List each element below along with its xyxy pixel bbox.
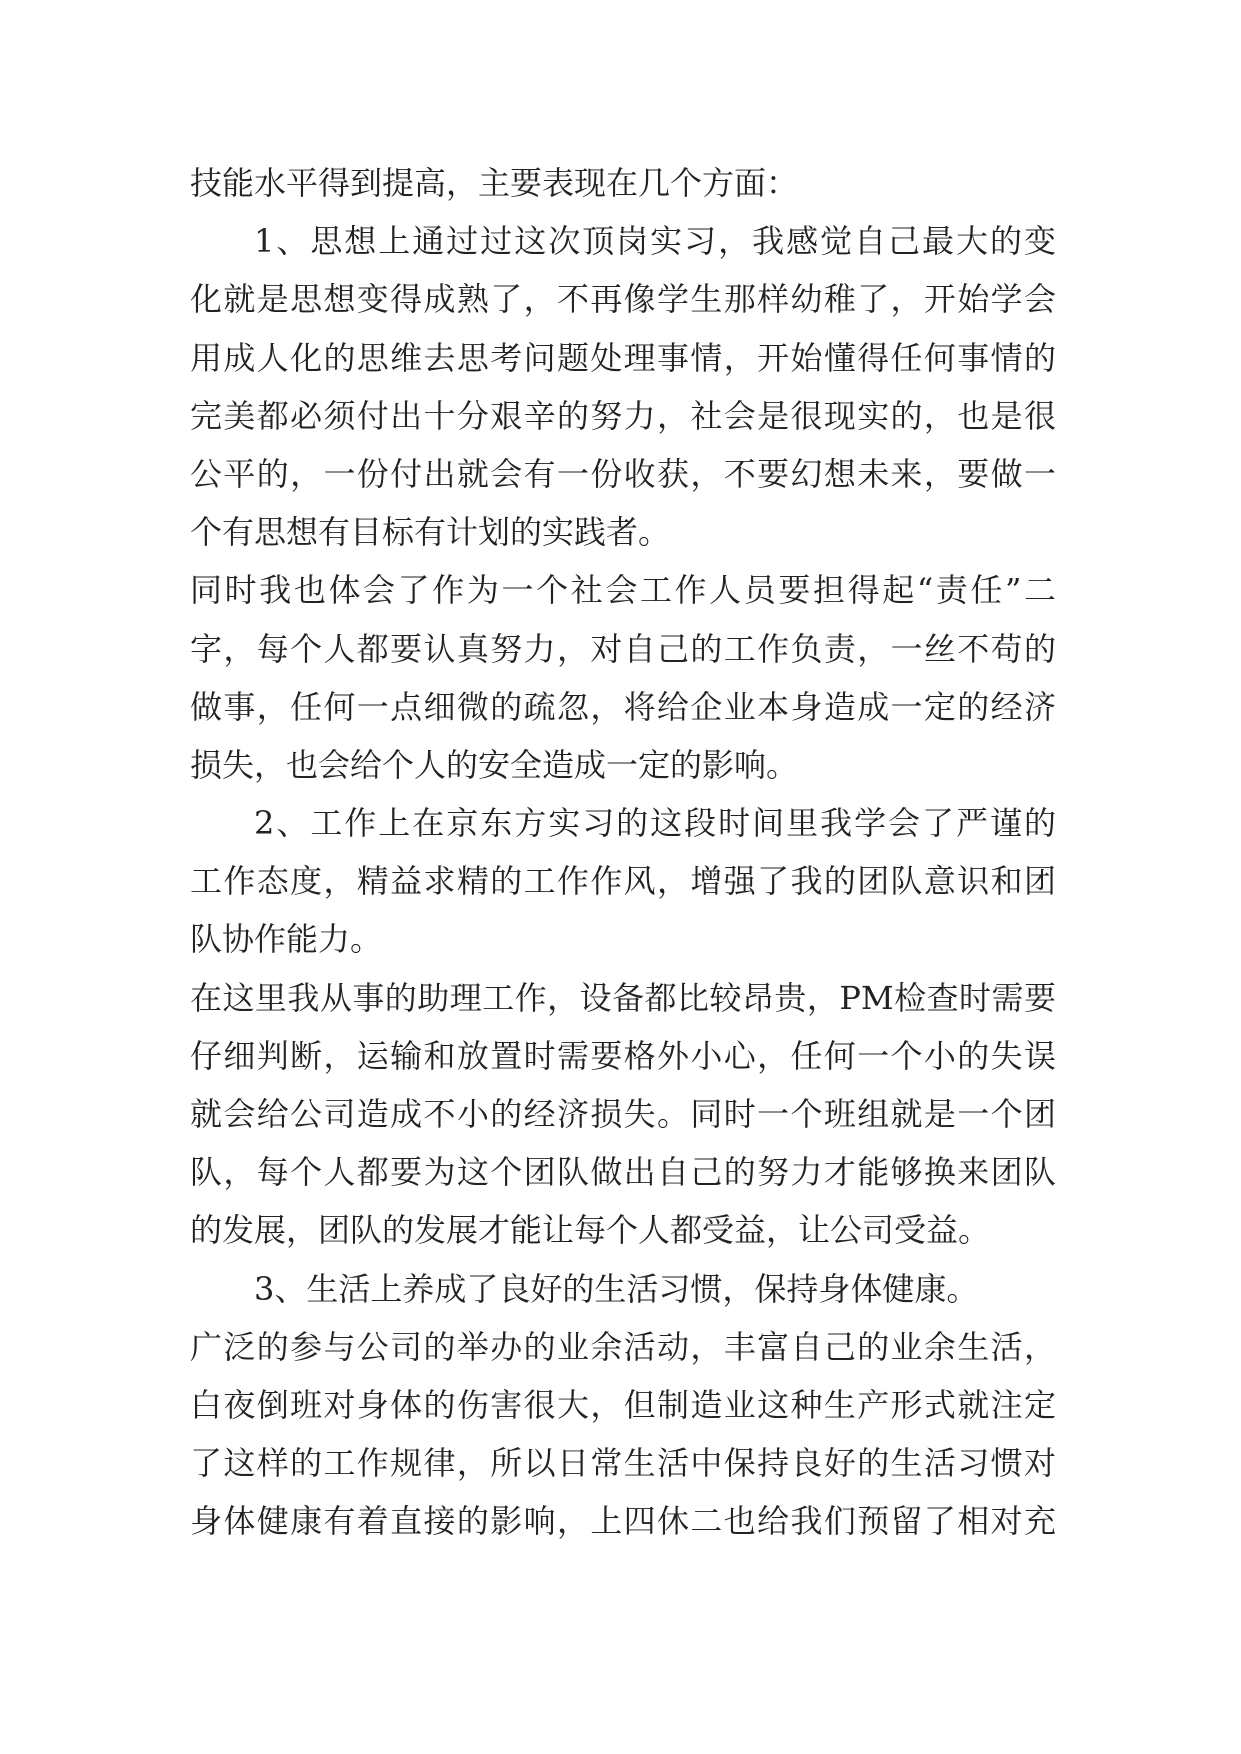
text-line: 公平的，一份付出就会有一份收获，不要幻想未来，要做一: [190, 454, 1056, 493]
text-line: 的发展，团队的发展才能让每个人都受益，让公司受益。: [190, 1211, 991, 1250]
text-line: 了这样的工作规律，所以日常生活中保持良好的生活习惯对: [190, 1444, 1056, 1483]
text-line: 广泛的参与公司的举办的业余活动，丰富自己的业余生活，: [190, 1327, 1056, 1366]
text-line: 队协作能力。: [190, 920, 383, 959]
text-line: 2、工作上在京东方实习的这段时间里我学会了严谨的: [254, 804, 1056, 843]
text-line: 损失，也会给个人的安全造成一定的影响。: [190, 745, 799, 784]
text-line: 就会给公司造成不小的经济损失。同时一个班组就是一个团: [190, 1095, 1056, 1133]
text-line: 在这里我从事的助理工作，设备都比较昂贵，PM检查时需要: [190, 978, 1056, 1017]
text-line: 队，每个人都要为这个团队做出自己的努力才能够换来团队: [190, 1153, 1056, 1192]
text-line: 同时我也体会了作为一个社会工作人员要担得起“责任”二: [190, 571, 1056, 610]
text-line: 完美都必须付出十分艰辛的努力，社会是很现实的，也是很: [190, 396, 1056, 435]
text-line: 个有思想有目标有计划的实践者。: [190, 513, 671, 552]
text-line: 化就是思想变得成熟了，不再像学生那样幼稚了，开始学会: [190, 280, 1056, 319]
text-line: 用成人化的思维去思考问题处理事情，开始懂得任何事情的: [190, 338, 1056, 377]
text-line: 身体健康有着直接的影响，上四休二也给我们预留了相对充: [190, 1502, 1056, 1541]
text-line: 1、思想上通过过这次顶岗实习，我感觉自己最大的变: [254, 222, 1056, 261]
text-line: 做事，任何一点细微的疏忽，将给企业本身造成一定的经济: [190, 687, 1056, 726]
text-line: 工作态度，精益求精的工作作风，增强了我的团队意识和团: [190, 862, 1056, 901]
text-line: 仔细判断，运输和放置时需要格外小心，任何一个小的失误: [190, 1036, 1056, 1075]
text-line: 3、生活上养成了良好的生活习惯，保持身体健康。: [254, 1269, 979, 1308]
text-line: 字，每个人都要认真努力，对自己的工作负责，一丝不苟的: [190, 629, 1056, 668]
document-body: [190, 154, 1056, 1551]
text-line: 白夜倒班对身体的伤害很大，但制造业这种生产形式就注定: [190, 1385, 1056, 1424]
text-line: 技能水平得到提高，主要表现在几个方面：: [190, 164, 799, 202]
